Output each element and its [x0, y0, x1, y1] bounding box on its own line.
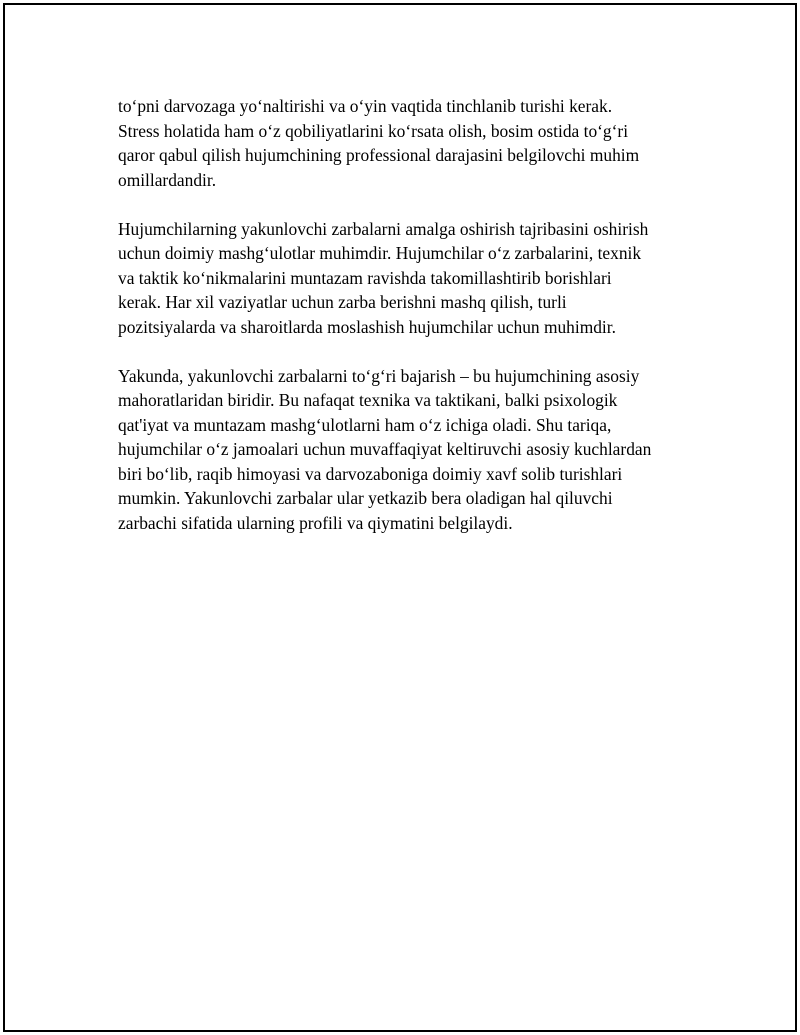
document-body — [118, 94, 698, 560]
paragraph-1: to‘pni darvozaga yo‘naltirishi va o‘yin vaqtida tinchlanib turishi kerak. Stress holatida ham o‘z qobiliyatlarini ko‘rsata olish, bosim ostida to‘g‘ri qaror qabul qilish hujumchining professional darajasini belgilovchi muhim omillardandir. — [118, 96, 640, 190]
paragraph-3: Yakunda, yakunlovchi zarbalarni to‘g‘ri bajarish – bu hujumchining asosiy mahoratlaridan biridir. Bu nafaqat texnika va taktikani, balki psixologik qat'iyat va muntazam mashg‘ulotlarni ham o‘z ichiga oladi. Shu tariqa, hujumchilar o‘z jamoalari uchun muvaffaqiyat keltiruvchi asosiy kuchlardan biri bo‘lib, raqib himoyasi va darvozaboniga doimiy xavf solib turishlari mumkin. Yakunlovchi zarbalar ular yetkazib bera oladigan hal qiluvchi zarbachi sifatida ularning profili va qiymatini belgilaydi. — [118, 365, 652, 533]
paragraph-2: Hujumchilarning yakunlovchi zarbalarni amalga oshirish tajribasini oshirish uchun doimiy mashg‘ulotlar muhimdir. Hujumchilar o‘z zarbalarini, texnik va taktik ko‘nikmalarini muntazam ravishda takomillashtirib borishlari kerak. Har xil vaziyatlar uchun zarba berishni mashq qilish, turli pozitsiyalarda va sharoitlarda moslashish hujumchilar uchun muhimdir. — [118, 218, 649, 337]
